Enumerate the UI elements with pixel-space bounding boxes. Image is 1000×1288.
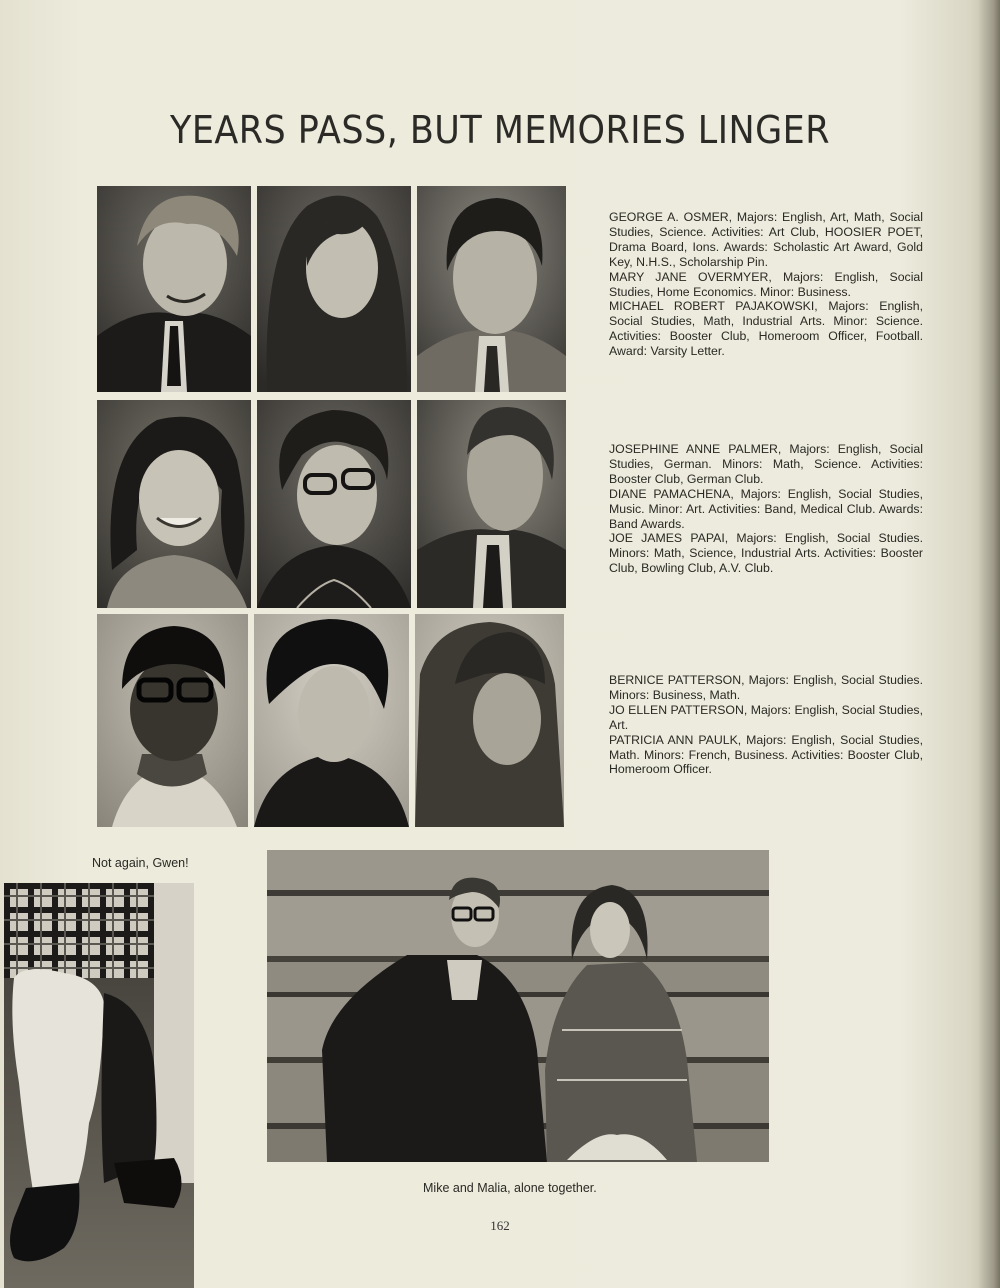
portrait-michael-pajakowski (417, 186, 566, 392)
caption-bench-photo: Mike and Malia, alone together. (423, 1181, 597, 1195)
portrait-diane-pamachena (257, 400, 411, 608)
bio-block-row-3 (609, 673, 923, 777)
portrait-jo-ellen-patterson (254, 614, 409, 827)
portrait-bernice-patterson (97, 614, 248, 827)
bio-entry: JOSEPHINE ANNE PALMER, Majors: English, Social Studies, German. Minors: Math, Science. Activities: Booster Club, German Club. (609, 442, 923, 486)
page-number: 162 (490, 1218, 510, 1233)
portrait-josephine-palmer (97, 400, 251, 608)
bio-block-row-1 (609, 210, 923, 359)
bio-entry: MARY JANE OVERMYER, Majors: English, Social Studies, Home Economics. Minor: Business. (609, 269, 923, 299)
bio-entry: JOE JAMES PAPAI, Majors: English, Social Studies. Minors: Math, Science, Industrial Arts. Activities: Booster Club, Bowling Club, A.V. Club. (609, 531, 923, 576)
bio-entry: GEORGE A. OSMER, Majors: English, Art, Math, Social Studies, Science. Activities: Art Club, HOOSIER POET, Drama Board, Ions. Awards: Scholastic Art Award, Gold Key, N.H.S., Scholarship Pin. (609, 210, 923, 269)
bio-entry: DIANE PAMACHENA, Majors: English, Social Studies, Music. Minor: Art. Activities: Band, Medical Club. Awards: Band Awards. (609, 486, 923, 531)
candid-bench-photo (267, 850, 769, 1162)
bio-entry: MICHAEL ROBERT PAJAKOWSKI, Majors: English, Social Studies, Math, Industrial Arts. Minor: Science. Activities: Booster Club, Homeroom Officer, Football. Award: Varsity Letter. (609, 299, 923, 359)
portrait-patricia-paulk (415, 614, 564, 827)
bio-block-row-2 (609, 442, 923, 576)
portrait-joe-papai (417, 400, 566, 608)
caption-left-photo: Not again, Gwen! (92, 856, 189, 870)
bio-entry: BERNICE PATTERSON, Majors: English, Social Studies. Minors: Business, Math. (609, 673, 923, 702)
page-title: YEARS PASS, BUT MEMORIES LINGER (170, 108, 830, 152)
bio-entry: PATRICIA ANN PAULK, Majors: English, Social Studies, Math. Minors: French, Business. Activities: Booster Club, Homeroom Officer. (609, 732, 923, 777)
portrait-mary-jane-overmyer (257, 186, 411, 392)
portrait-george-osmer (97, 186, 251, 392)
bio-entry: JO ELLEN PATTERSON, Majors: English, Social Studies, Art. (609, 702, 923, 732)
